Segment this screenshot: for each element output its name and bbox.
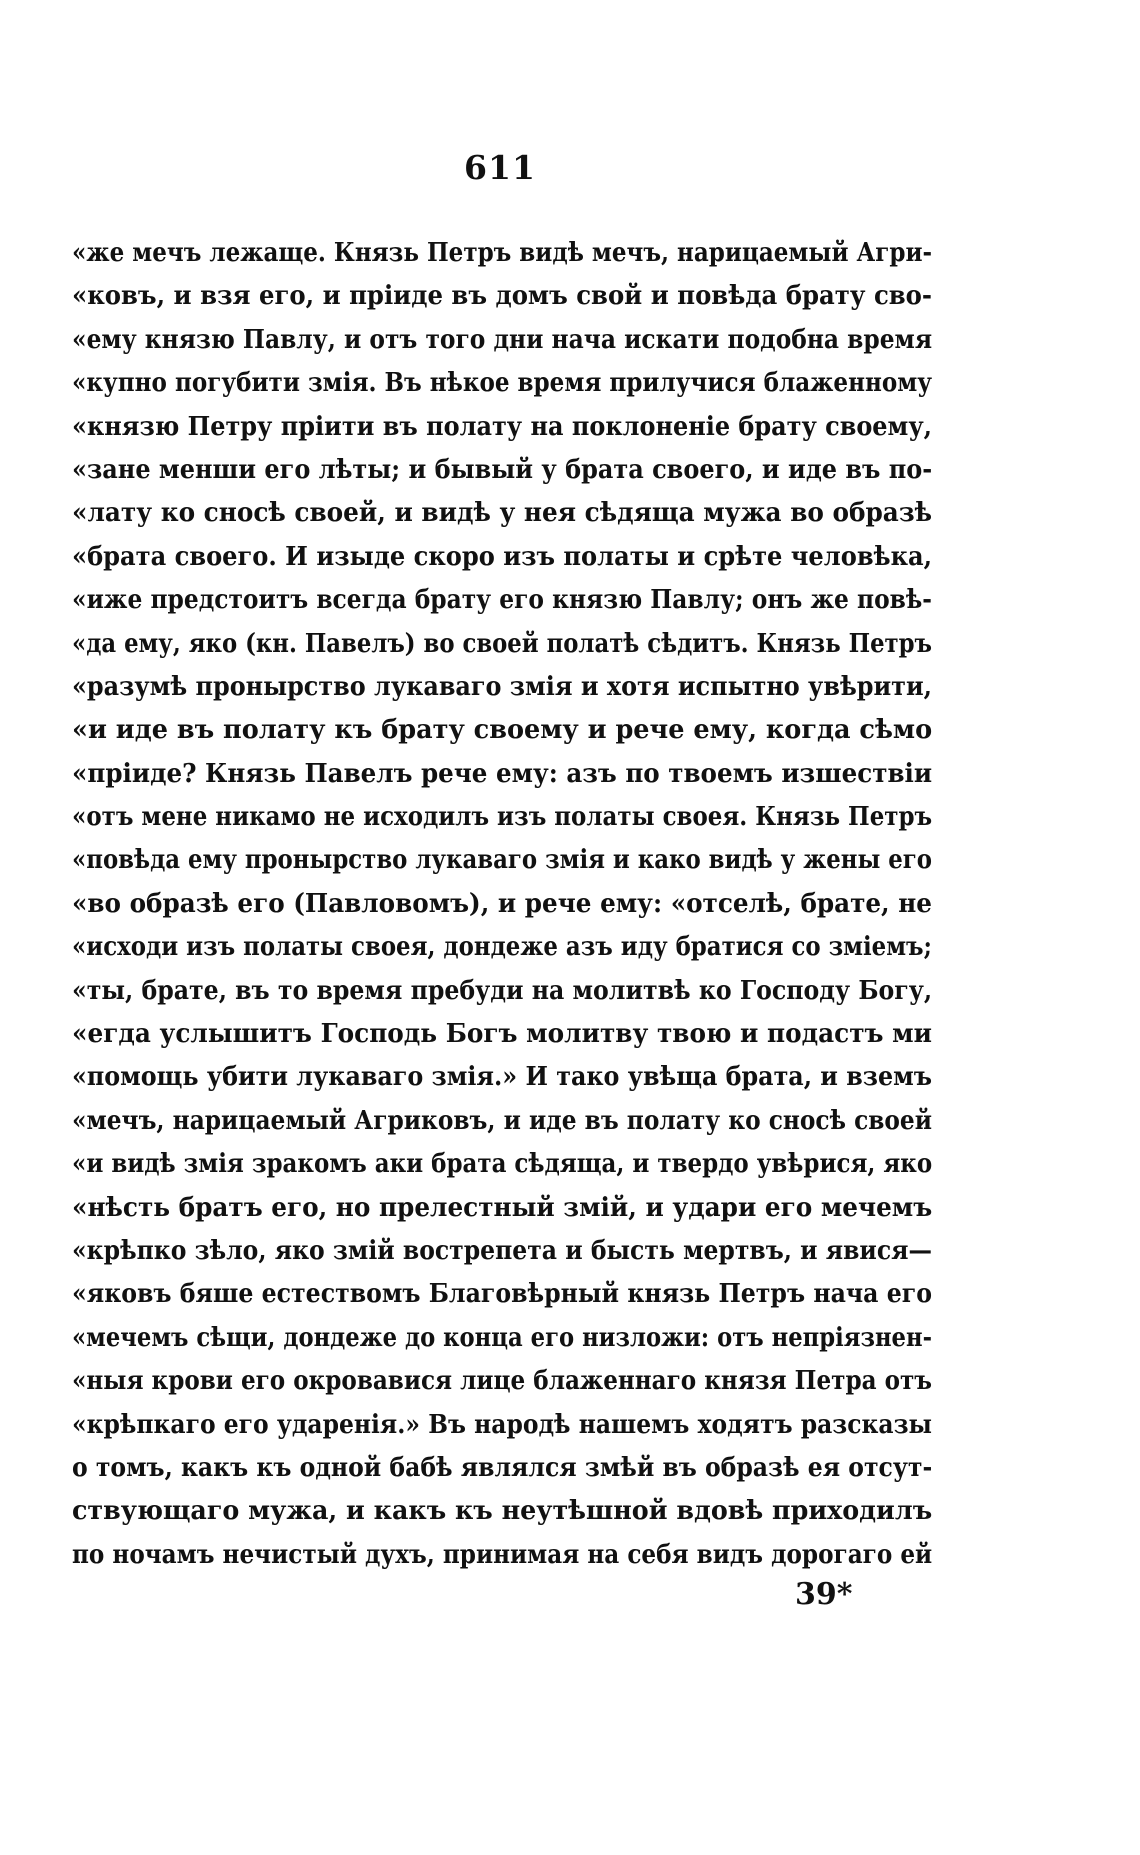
text-line: по ночамъ нечистый духъ, принимая на себя видъ дорогаго ей: [72, 1539, 932, 1570]
text-line: «пріиде? Князь Павелъ рече ему: азъ по твоемъ изшествіи: [72, 758, 932, 789]
text-line: «мечемъ сѣщи, дондеже до конца его низложи: отъ непріязнен-: [72, 1322, 932, 1353]
text-line: о томъ, какъ къ одной бабѣ являлся змѣй въ образѣ ея отсут-: [72, 1452, 932, 1483]
text-line: ствующаго мужа, и какъ къ неутѣшной вдовѣ приходилъ: [72, 1496, 932, 1527]
text-line: «же мечъ лежаще. Князь Петръ видѣ мечъ, нарицаемый Агри-: [72, 238, 932, 268]
text-line: «купно погубити змія. Въ нѣкое время прилучися блаженному: [72, 368, 932, 399]
text-line: «ныя крови его окровавися лице блаженнаго князя Петра отъ: [72, 1366, 932, 1397]
body-text: [72, 232, 932, 1577]
text-line: «крѣпко зѣло, яко змій вострепета и бысть мертвъ, и явися—: [72, 1235, 932, 1266]
text-line: «да ему, яко (кн. Павелъ) во своей полатѣ сѣдитъ. Князь Петръ: [72, 628, 932, 659]
text-line: «во образѣ его (Павловомъ), и рече ему: «отселѣ, брате, не: [72, 888, 932, 919]
text-line: «разумѣ пронырство лукаваго змія и хотя испытно увѣрити,: [72, 671, 932, 702]
text-line: «помощь убити лукаваго змія.» И тако увѣща брата, и вземъ: [72, 1062, 932, 1093]
text-line: «крѣпкаго его ударенія.» Въ народѣ нашемъ ходятъ разсказы: [72, 1409, 932, 1440]
text-line: «отъ мене никамо не исходилъ изъ полаты своея. Князь Петръ: [72, 802, 932, 833]
text-line: «брата своего. И изыде скоро изъ полаты и срѣте человѣка,: [72, 541, 932, 572]
page-number: 611: [464, 148, 536, 187]
text-line: «князю Петру пріити въ полату на поклоненіе брату своему,: [72, 411, 932, 442]
text-line: «мечъ, нарицаемый Агриковъ, и иде въ полату ко сносѣ своей: [72, 1105, 932, 1136]
text-line: «ему князю Павлу, и отъ того дни нача искати подобна время: [72, 324, 932, 355]
text-line: «яковъ бяше естествомъ Благовѣрный князь Петръ нача его: [72, 1279, 932, 1310]
text-line: «лату ко сносѣ своей, и видѣ у нея сѣдяща мужа во образѣ: [72, 498, 932, 529]
text-line: «зане менши его лѣты; и бывый у брата своего, и иде въ по-: [72, 454, 932, 485]
signature-mark: 39*: [795, 1577, 853, 1612]
text-line: «иже предстоитъ всегда брату его князю Павлу; онъ же повѣ-: [72, 585, 932, 616]
text-line: «и иде въ полату къ брату своему и рече ему, когда сѣмо: [72, 715, 932, 746]
text-line: «и видѣ змія зракомъ аки брата сѣдяща, и твердо увѣрися, яко: [72, 1149, 932, 1180]
text-line: «ты, брате, въ то время пребуди на молитвѣ ко Господу Богу,: [72, 975, 932, 1006]
text-line: «ковъ, и взя его, и пріиде въ домъ свой и повѣда брату сво-: [72, 281, 932, 312]
text-line: «егда услышитъ Господь Богъ молитву твою и подастъ ми: [72, 1019, 932, 1050]
text-line: «нѣсть братъ его, но прелестный змій, и удари его мечемъ: [72, 1192, 932, 1223]
text-line: «повѣда ему пронырство лукаваго змія и како видѣ у жены его: [72, 845, 932, 876]
text-line: «исходи изъ полаты своея, дондеже азъ иду братися со зміемъ;: [72, 932, 932, 963]
